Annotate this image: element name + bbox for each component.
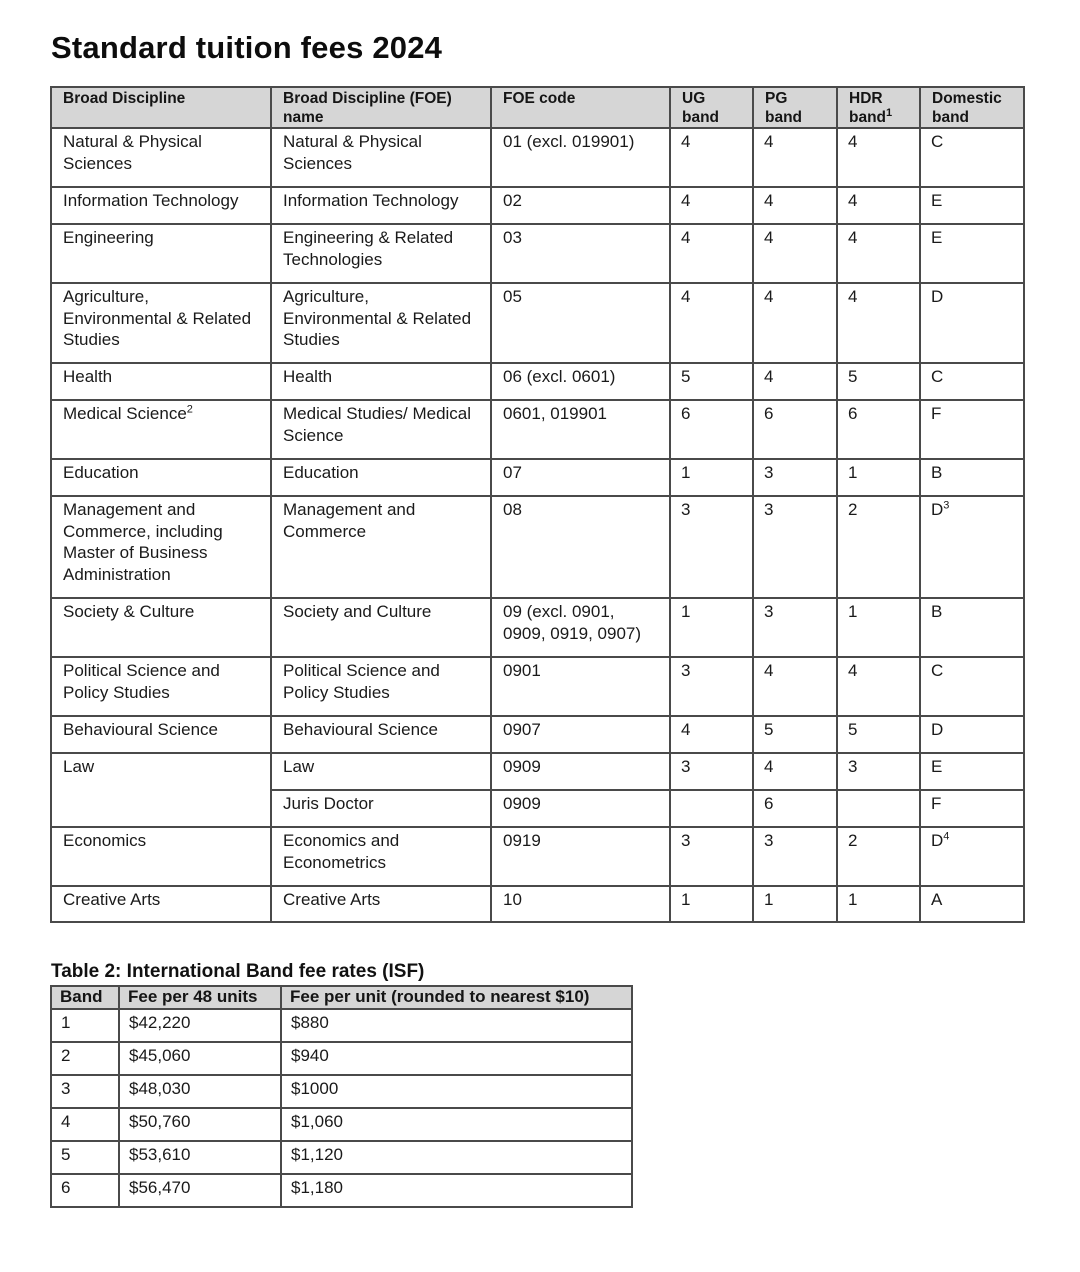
cell-foe-code: 08: [491, 496, 670, 598]
cell-pg-band: 6: [753, 400, 837, 459]
cell-ug-band: 6: [670, 400, 753, 459]
cell-discipline: Engineering: [51, 224, 271, 283]
cell-discipline: Political Science and Policy Studies: [51, 657, 271, 716]
cell-foe-name: Behavioural Science: [271, 716, 491, 753]
cell-foe-code: 01 (excl. 019901): [491, 128, 670, 187]
cell-hdr-band: 1: [837, 459, 920, 496]
cell-domestic-band: B: [920, 459, 1024, 496]
cell-foe-name: Medical Studies/ Medical Science: [271, 400, 491, 459]
header-broad-discipline: Broad Discipline: [51, 87, 271, 128]
cell-fee-per-48-units: $53,610: [119, 1141, 281, 1174]
cell-foe-code: 05: [491, 283, 670, 363]
cell-foe-code: 02: [491, 187, 670, 224]
cell-domestic-band: E: [920, 187, 1024, 224]
cell-pg-band: 3: [753, 598, 837, 657]
table-row: [51, 363, 1024, 400]
header-domestic-band: Domestic band: [920, 87, 1024, 128]
cell-domestic-band: C: [920, 363, 1024, 400]
header-fee-per-48-units: Fee per 48 units: [119, 986, 281, 1009]
cell-discipline: Society & Culture: [51, 598, 271, 657]
cell-discipline: Creative Arts: [51, 886, 271, 922]
cell-pg-band: 3: [753, 459, 837, 496]
cell-ug-band: [670, 790, 753, 827]
table-row: [51, 400, 1024, 459]
cell-foe-code: 0909: [491, 790, 670, 827]
cell-hdr-band: 4: [837, 224, 920, 283]
cell-foe-code: 03: [491, 224, 670, 283]
cell-discipline: Management and Commerce, including Master of Business Administration: [51, 496, 271, 598]
cell-foe-name: Creative Arts: [271, 886, 491, 922]
table-row: [51, 716, 1024, 753]
band-table-caption: Table 2: International Band fee rates (ISF): [51, 961, 425, 982]
cell-discipline: Law: [51, 753, 271, 827]
cell-foe-name: Law: [271, 753, 491, 790]
cell-hdr-band: 2: [837, 496, 920, 598]
cell-foe-code: 09 (excl. 0901, 0909, 0919, 0907): [491, 598, 670, 657]
header-pg-band: PG band: [753, 87, 837, 128]
cell-domestic-band: C: [920, 128, 1024, 187]
cell-pg-band: 5: [753, 716, 837, 753]
cell-foe-name: Economics and Econometrics: [271, 827, 491, 886]
cell-domestic-band: D: [920, 716, 1024, 753]
cell-ug-band: 5: [670, 363, 753, 400]
cell-foe-code: 0919: [491, 827, 670, 886]
cell-foe-code: 0901: [491, 657, 670, 716]
cell-foe-name: Agriculture, Environmental & Related Studies: [271, 283, 491, 363]
cell-foe-code: 10: [491, 886, 670, 922]
cell-foe-name: Juris Doctor: [271, 790, 491, 827]
cell-pg-band: 3: [753, 827, 837, 886]
cell-hdr-band: 5: [837, 716, 920, 753]
table-row: [51, 1075, 632, 1108]
cell-pg-band: 1: [753, 886, 837, 922]
table-header-row: [51, 986, 632, 1009]
cell-hdr-band: 4: [837, 283, 920, 363]
cell-discipline: Agriculture, Environmental & Related Studies: [51, 283, 271, 363]
table-row: [51, 1042, 632, 1075]
cell-foe-code: 0909: [491, 753, 670, 790]
cell-ug-band: 4: [670, 187, 753, 224]
cell-hdr-band: 3: [837, 753, 920, 790]
cell-foe-name: Education: [271, 459, 491, 496]
cell-ug-band: 4: [670, 224, 753, 283]
footnote-marker: 1: [886, 106, 893, 119]
cell-domestic-band: B: [920, 598, 1024, 657]
cell-domestic-band: C: [920, 657, 1024, 716]
cell-domestic-band: $D^3$: [920, 496, 1024, 598]
cell-hdr-band: 4: [837, 657, 920, 716]
cell-fee-per-unit: $880: [281, 1009, 632, 1042]
table-row: [51, 886, 1024, 922]
footnote-marker: 2: [186, 403, 193, 416]
header-foe-name: Broad Discipline (FOE) name: [271, 87, 491, 128]
cell-discipline: Medical Science$^2$: [51, 400, 271, 459]
cell-ug-band: 1: [670, 598, 753, 657]
cell-ug-band: 1: [670, 459, 753, 496]
cell-hdr-band: 2: [837, 827, 920, 886]
cell-foe-name: Society and Culture: [271, 598, 491, 657]
cell-discipline: Economics: [51, 827, 271, 886]
table-row: [51, 1141, 632, 1174]
table-row: [51, 1108, 632, 1141]
cell-hdr-band: 6: [837, 400, 920, 459]
table-row: [51, 283, 1024, 363]
footnote-marker: 3: [943, 499, 950, 512]
tuition-fees-table: [50, 86, 1025, 923]
cell-ug-band: 4: [670, 283, 753, 363]
cell-hdr-band: 5: [837, 363, 920, 400]
cell-foe-name: Political Science and Policy Studies: [271, 657, 491, 716]
cell-pg-band: 4: [753, 187, 837, 224]
cell-fee-per-48-units: $48,030: [119, 1075, 281, 1108]
table-row: [51, 187, 1024, 224]
cell-discipline: Health: [51, 363, 271, 400]
header-hdr-band: HDR band$^1$: [837, 87, 920, 128]
cell-pg-band: 4: [753, 128, 837, 187]
table-row: [51, 128, 1024, 187]
cell-pg-band: 6: [753, 790, 837, 827]
cell-hdr-band: [837, 790, 920, 827]
cell-pg-band: 4: [753, 224, 837, 283]
cell-fee-per-unit: $1,120: [281, 1141, 632, 1174]
footnote-marker: 4: [943, 830, 950, 843]
cell-domestic-band: F: [920, 400, 1024, 459]
cell-band: 2: [51, 1042, 119, 1075]
cell-domestic-band: A: [920, 886, 1024, 922]
cell-pg-band: 3: [753, 496, 837, 598]
cell-ug-band: 3: [670, 496, 753, 598]
cell-ug-band: 4: [670, 716, 753, 753]
cell-band: 4: [51, 1108, 119, 1141]
cell-hdr-band: 1: [837, 598, 920, 657]
header-ug-band: UG band: [670, 87, 753, 128]
cell-band: 5: [51, 1141, 119, 1174]
cell-foe-code: 0907: [491, 716, 670, 753]
cell-domestic-band: E: [920, 753, 1024, 790]
cell-ug-band: 1: [670, 886, 753, 922]
cell-band: 3: [51, 1075, 119, 1108]
cell-hdr-band: 1: [837, 886, 920, 922]
cell-fee-per-48-units: $45,060: [119, 1042, 281, 1075]
cell-pg-band: 4: [753, 283, 837, 363]
cell-pg-band: 4: [753, 657, 837, 716]
cell-ug-band: 3: [670, 753, 753, 790]
table-row: [51, 1009, 632, 1042]
header-band: Band: [51, 986, 119, 1009]
cell-domestic-band: F: [920, 790, 1024, 827]
header-foe-code: FOE code: [491, 87, 670, 128]
cell-discipline: Information Technology: [51, 187, 271, 224]
table-header-row: [51, 87, 1024, 128]
cell-domestic-band: D: [920, 283, 1024, 363]
cell-pg-band: 4: [753, 753, 837, 790]
cell-band: 1: [51, 1009, 119, 1042]
cell-discipline: Behavioural Science: [51, 716, 271, 753]
cell-fee-per-unit: $1,060: [281, 1108, 632, 1141]
cell-fee-per-48-units: $50,760: [119, 1108, 281, 1141]
cell-hdr-band: 4: [837, 187, 920, 224]
cell-foe-code: 07: [491, 459, 670, 496]
cell-foe-code: 0601, 019901: [491, 400, 670, 459]
cell-ug-band: 3: [670, 657, 753, 716]
cell-foe-name: Information Technology: [271, 187, 491, 224]
cell-domestic-band: $D^4$: [920, 827, 1024, 886]
table-row: [51, 827, 1024, 886]
table-row: [51, 657, 1024, 716]
cell-hdr-band: 4: [837, 128, 920, 187]
page-title: Standard tuition fees 2024: [51, 30, 443, 65]
table-row: [51, 1174, 632, 1207]
cell-fee-per-unit: $1000: [281, 1075, 632, 1108]
cell-foe-name: Engineering & Related Technologies: [271, 224, 491, 283]
table-row: [51, 598, 1024, 657]
cell-foe-name: Natural & Physical Sciences: [271, 128, 491, 187]
header-fee-per-unit: Fee per unit (rounded to nearest $10): [281, 986, 632, 1009]
cell-foe-code: 06 (excl. 0601): [491, 363, 670, 400]
cell-discipline: Natural & Physical Sciences: [51, 128, 271, 187]
cell-foe-name: Health: [271, 363, 491, 400]
cell-pg-band: 4: [753, 363, 837, 400]
cell-fee-per-unit: $1,180: [281, 1174, 632, 1207]
table-row: [51, 496, 1024, 598]
table-row: [51, 459, 1024, 496]
cell-fee-per-48-units: $56,470: [119, 1174, 281, 1207]
international-band-fee-table: [50, 985, 633, 1208]
cell-discipline: Education: [51, 459, 271, 496]
cell-band: 6: [51, 1174, 119, 1207]
cell-foe-name: Management and Commerce: [271, 496, 491, 598]
table-row: [51, 224, 1024, 283]
cell-ug-band: 4: [670, 128, 753, 187]
cell-domestic-band: E: [920, 224, 1024, 283]
cell-fee-per-unit: $940: [281, 1042, 632, 1075]
cell-fee-per-48-units: $42,220: [119, 1009, 281, 1042]
table-row: [51, 753, 1024, 790]
cell-ug-band: 3: [670, 827, 753, 886]
